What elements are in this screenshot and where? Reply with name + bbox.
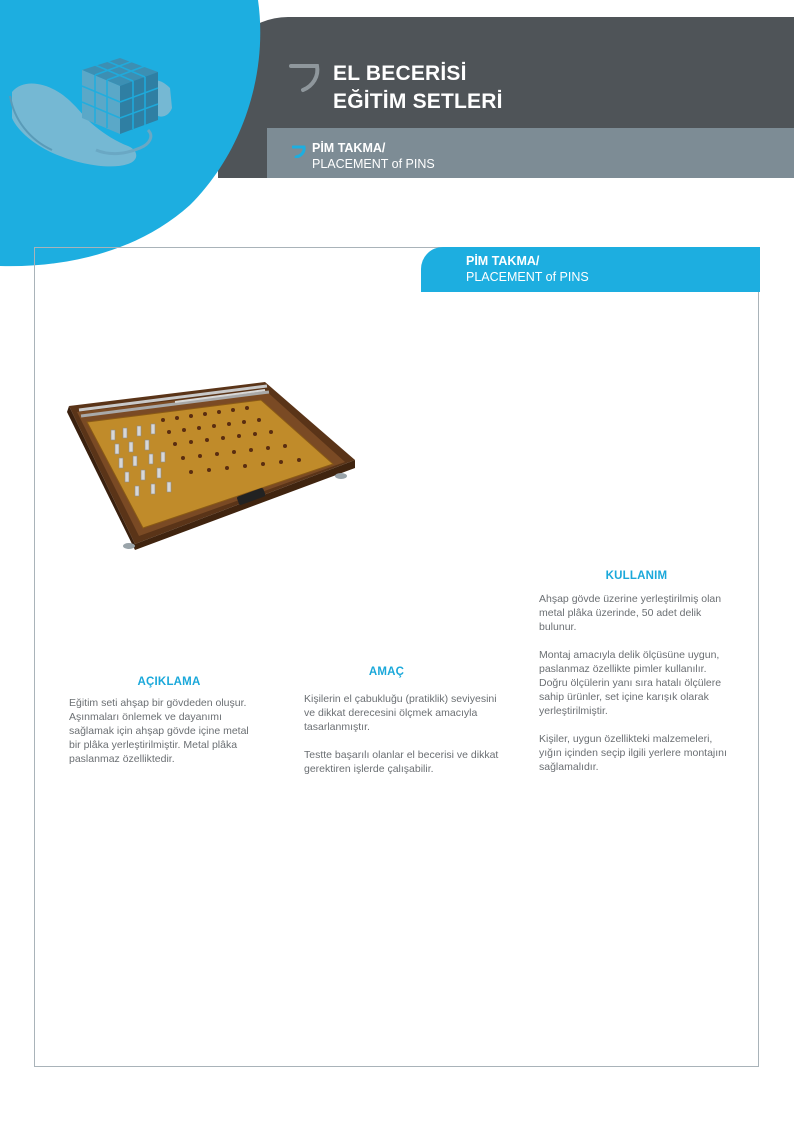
subtitle-line-1: PİM TAKMA/ — [312, 141, 386, 155]
kullanim-paragraph-1: Ahşap gövde üzerine yerleştirilmiş olan metal plâka üzerinde, 50 adet delik bulunur. — [539, 593, 722, 633]
subtitle-line-2: PLACEMENT of PINS — [312, 157, 435, 171]
header-subtitle — [312, 140, 435, 172]
title-mark-icon — [289, 62, 321, 94]
amac-paragraph-2: Testte başarılı olanlar el becerisi ve dikkat gerektiren işlerde çalışabilir. — [304, 749, 499, 775]
subtitle-mark-icon — [292, 144, 306, 158]
tab-line-1: PİM TAKMA/ — [466, 254, 540, 268]
section-aciklama — [69, 696, 249, 766]
title-line-2: EĞİTİM SETLERİ — [333, 90, 503, 113]
amac-heading: AMAÇ — [368, 666, 405, 678]
pin-placement-board-image — [65, 378, 360, 553]
title-line-1: EL BECERİSİ — [333, 62, 467, 85]
tab-line-2: PLACEMENT of PINS — [466, 270, 589, 284]
kullanim-paragraph-2: Montaj amacıyla delik ölçüsüne uygun, paslanmaz özellikte pimler kullanılır. Doğru ölçülerin yanı sıra hatalı ölçülere sahip ürünler, set içine karışık olarak yerleştirilmiştir. — [539, 649, 722, 717]
aciklama-heading: AÇIKLAMA — [137, 676, 201, 688]
amac-paragraph-1: Kişilerin el çabukluğu (pratiklik) seviyesini ve dikkat derecesini ölçmek amacıyla tasarlanmıştır. — [304, 693, 497, 733]
kullanim-heading: KULLANIM — [605, 570, 668, 582]
header-blob — [0, 0, 270, 270]
aciklama-paragraph: Eğitim seti ahşap bir gövdeden oluşur. Aşınmaları önlemek ve dayanımı sağlamak için ahşap gövde içine metal bir plâka yerleştirilmiştir. Metal plâka paslanmaz özelliktedir. — [69, 697, 249, 765]
page-title — [333, 60, 503, 116]
section-amac — [304, 692, 504, 776]
kullanim-paragraph-3: Kişiler, uygun özellikteki malzemeleri, yığın içinden seçip ilgili yerlere montajını sağlamalıdır. — [539, 733, 727, 773]
section-kullanim — [539, 570, 734, 774]
product-tab-label — [466, 253, 589, 285]
